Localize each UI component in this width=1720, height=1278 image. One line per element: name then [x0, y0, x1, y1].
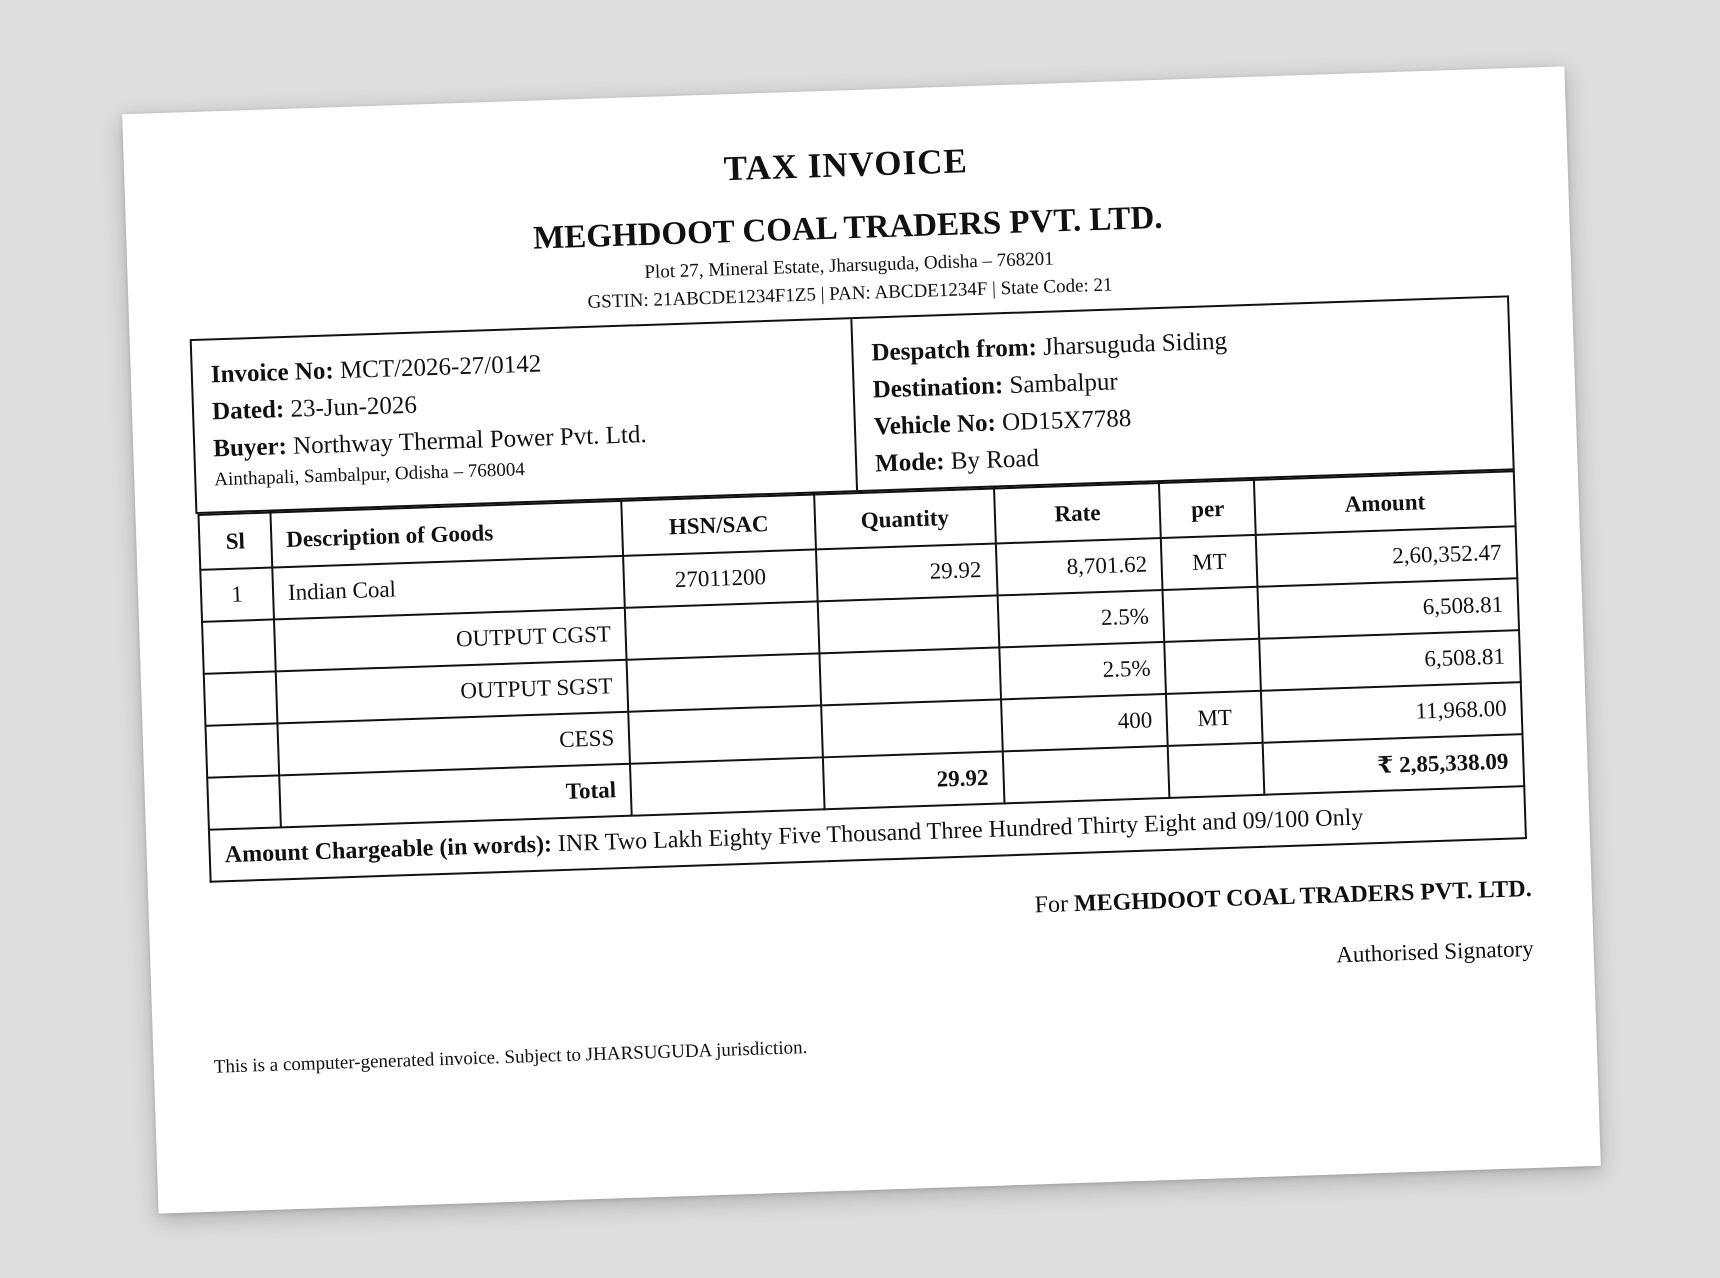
- amount-in-words-label: Amount Chargeable (in words):: [224, 830, 553, 868]
- invoice-number-value: MCT/2026-27/0142: [339, 350, 542, 385]
- cell-rate: 400: [1001, 694, 1168, 751]
- cell-amount: 6,508.81: [1260, 630, 1521, 691]
- cell-rate: 2.5%: [997, 590, 1164, 647]
- cell-sl: [207, 775, 281, 829]
- cell-quantity: 29.92: [816, 544, 997, 602]
- cell-amount: 11,968.00: [1261, 682, 1522, 743]
- cell-rate: 8,701.62: [996, 538, 1163, 595]
- cell-per: [1165, 639, 1262, 694]
- invoice-title: TAX INVOICE: [723, 141, 969, 189]
- column-header-sl: Sl: [198, 513, 272, 570]
- mode-value: By Road: [950, 445, 1040, 475]
- cell-hsn: [627, 653, 821, 711]
- total-label: Total: [279, 764, 632, 828]
- items-table: [197, 470, 1527, 882]
- signature-company: MEGHDOOT COAL TRADERS PVT. LTD.: [1073, 875, 1533, 918]
- buyer-address: Ainthapali, Sambalpur, Odisha – 768004: [213, 459, 526, 491]
- despatch-label: Despatch from:: [871, 334, 1038, 367]
- destination-label: Destination:: [872, 372, 1004, 404]
- cell-sl: [205, 723, 279, 777]
- cell-description: OUTPUT CGST: [274, 608, 627, 672]
- cell-amount: 6,508.81: [1258, 578, 1519, 639]
- mode-label: Mode:: [874, 448, 946, 478]
- amount-in-words-value: INR Two Lakh Eighty Five Thousand Three Hundred Thirty Eight and 09/100 Only: [557, 803, 1364, 857]
- cell-per: [1168, 743, 1265, 798]
- column-header-quantity: Quantity: [814, 489, 995, 550]
- cell-quantity: [818, 595, 999, 653]
- total-amount: ₹ 2,85,338.09: [1263, 734, 1524, 795]
- vehicle-value: OD15X7788: [1001, 404, 1132, 437]
- cell-description: Indian Coal: [272, 556, 625, 620]
- cell-sl: [204, 671, 278, 725]
- signature-for-line: [1034, 876, 1532, 919]
- authorised-signatory: Authorised Signatory: [1335, 935, 1535, 968]
- cell-per: [1163, 587, 1260, 642]
- cell-hsn: [630, 757, 824, 815]
- seller-tax-ids: GSTIN: 21ABCDE1234F1Z5 | PAN: ABCDE1234F | State Code: 21: [587, 274, 1113, 313]
- cell-description: CESS: [277, 712, 630, 776]
- cell-per: MT: [1161, 535, 1258, 590]
- signature-for-prefix: For: [1034, 891, 1069, 919]
- invoice-date-value: 23-Jun-2026: [290, 391, 418, 423]
- column-header-per: per: [1159, 480, 1256, 538]
- buyer-label: Buyer:: [212, 432, 288, 463]
- column-header-amount: Amount: [1254, 471, 1515, 535]
- cell-hsn: [628, 705, 822, 763]
- column-header-hsn: HSN/SAC: [621, 494, 815, 555]
- cell-quantity: [819, 647, 1000, 705]
- cell-quantity: [821, 699, 1002, 757]
- cell-amount: 2,60,352.47: [1256, 526, 1517, 587]
- cell-sl: 1: [200, 567, 274, 621]
- seller-name: MEGHDOOT COAL TRADERS PVT. LTD.: [532, 199, 1164, 257]
- invoice-date-label: Dated:: [211, 396, 285, 426]
- cell-hsn: [625, 601, 819, 659]
- cell-description: OUTPUT SGST: [276, 660, 629, 724]
- invoice-number-label: Invoice No:: [210, 357, 335, 389]
- invoice-info-right: [852, 297, 1512, 490]
- cell-rate: 2.5%: [999, 642, 1166, 699]
- invoice-page: [122, 66, 1601, 1213]
- column-header-description: Description of Goods: [270, 501, 623, 568]
- vehicle-label: Vehicle No:: [873, 409, 997, 441]
- total-quantity: 29.92: [823, 751, 1004, 809]
- cell-per: MT: [1166, 691, 1263, 746]
- cell-rate: [1002, 746, 1169, 803]
- despatch-value: Jharsuguda Siding: [1042, 327, 1228, 361]
- cell-sl: [202, 619, 276, 673]
- column-header-rate: Rate: [994, 483, 1162, 543]
- footer-note: This is a computer-generated invoice. Subject to JHARSUGUDA jurisdiction.: [213, 1037, 808, 1078]
- cell-hsn: 27011200: [623, 549, 817, 607]
- destination-value: Sambalpur: [1009, 368, 1119, 399]
- invoice-info-left: [192, 319, 858, 512]
- buyer-value: Northway Thermal Power Pvt. Ltd.: [292, 421, 648, 460]
- seller-address: Plot 27, Mineral Estate, Jharsuguda, Odisha – 768201: [644, 248, 1055, 283]
